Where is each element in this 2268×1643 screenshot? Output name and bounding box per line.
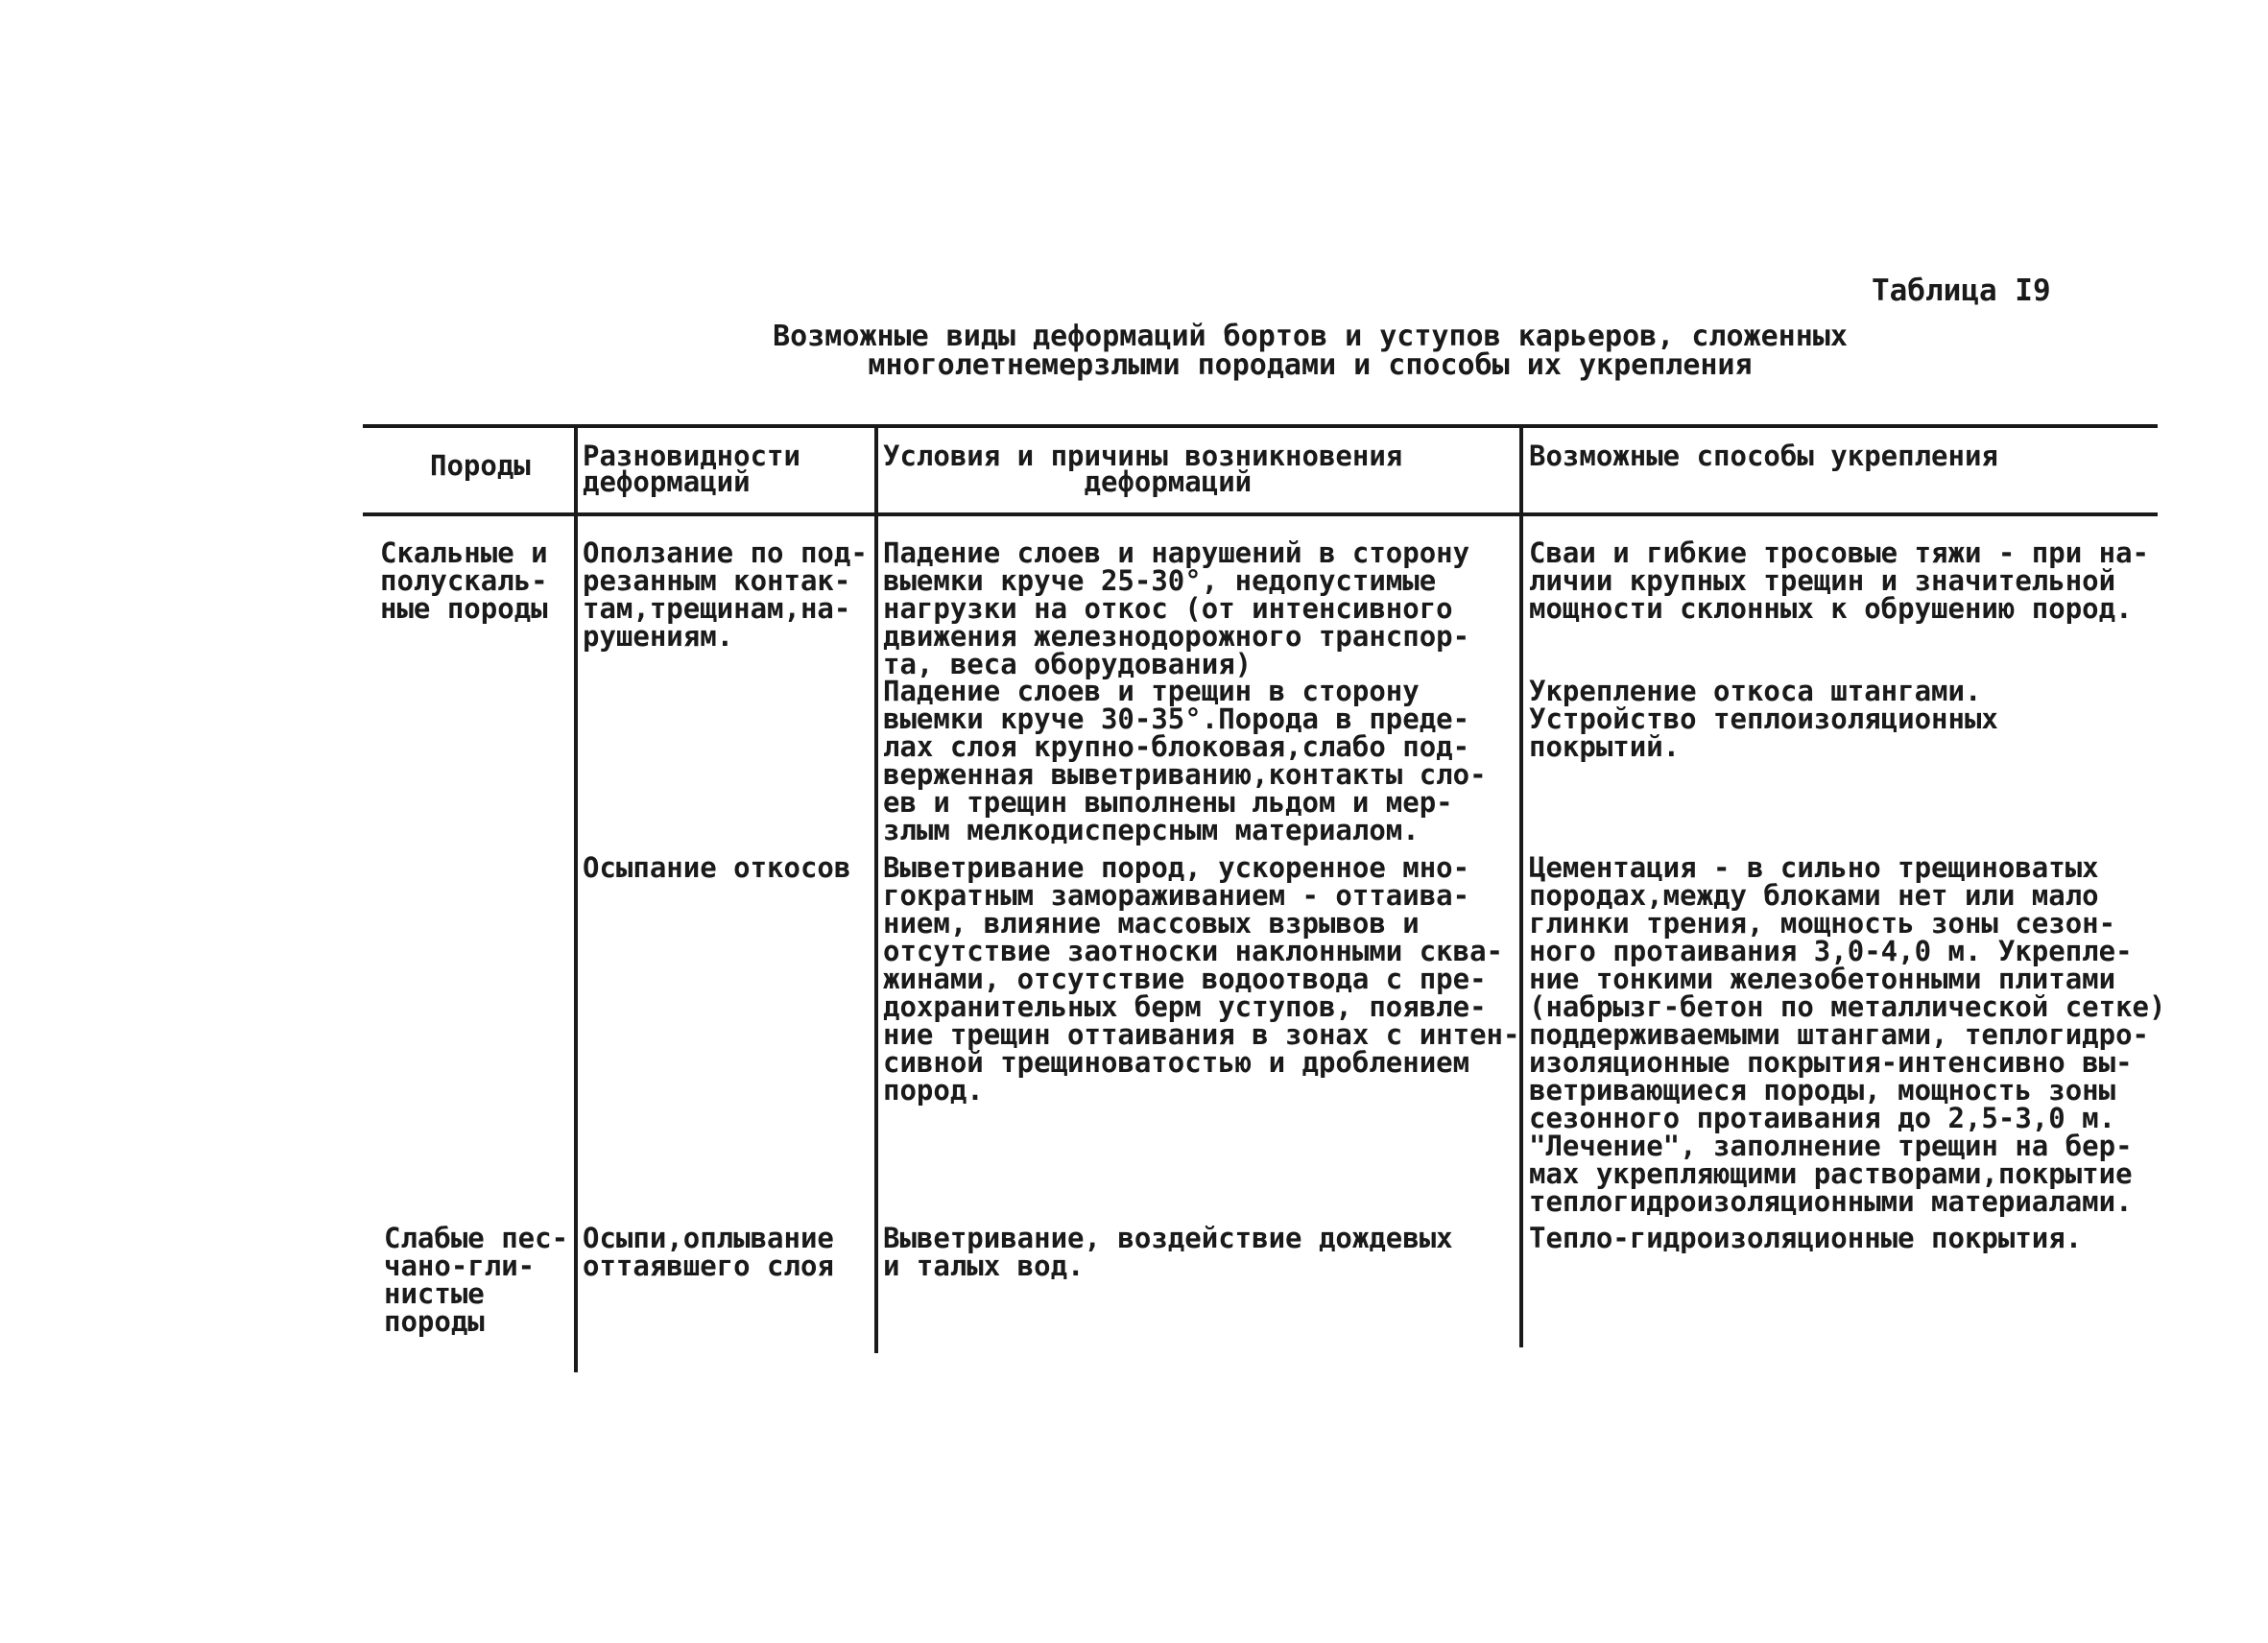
- row-3-rock: Слабые пес- чано-гли- нистые породы: [384, 1222, 569, 1338]
- row-3-deformation: Осыпи,оплывание оттаявшего слоя: [583, 1222, 834, 1282]
- table-header-rule: [363, 512, 2158, 516]
- column-divider-1: [574, 424, 578, 1372]
- row-1-conditions-2: Падение слоев и трещин в сторону выемки круче 30-35°.Порода в преде- лах слоя крупно-блоковая,слабо под- верженная выветриванию,контакты сло- ев и трещин выполнены льдом и мер- злым мелкодисперсным материалом.: [883, 675, 1487, 846]
- table-top-rule: [363, 424, 2158, 428]
- row-1-rock: Скальные и полускаль- ные породы: [380, 536, 548, 625]
- header-conditions: Условия и причины возникновения деформаций: [883, 440, 1403, 498]
- row-2-methods: Цементация - в сильно трещиноватых породах,между блоками нет или мало глинки трения, мощность зоны сезон- ного протаивания 3,0-4,0 м. Укрепле- ние тонкими железобетонными плитами (набрызг-бетон по металлической сетке) поддерживаемыми штангами, теплогидро- изоляционные покрытия-интенсивно вы- ветривающиеся породы, мощность зоны сезонного протаивания до 2,5-3,0 м. "Лечение", заполнение трещин на бер- мах укрепляющими растворами,покрытие теплогидроизоляционными материалами.: [1529, 851, 2166, 1218]
- row-1-methods-1: Сваи и гибкие тросовые тяжи - при на- личии крупных трещин и значительной мощности склонных к обрушению пород.: [1529, 536, 2150, 625]
- row-2-deformation: Осыпание откосов: [583, 851, 851, 884]
- row-3-conditions: Выветривание, воздействие дождевых и талых вод.: [883, 1222, 1453, 1282]
- table-title-line-2: многолетнемерзлыми породами и способы их укрепления: [868, 348, 1753, 382]
- row-1-deformation: Оползание по под- резанным контак- там,трещинам,на- рушениям.: [583, 536, 868, 653]
- row-3-methods: Тепло-гидроизоляционные покрытия.: [1529, 1222, 2083, 1254]
- table-title-line-1: Возможные виды деформаций бортов и уступов карьеров, сложенных: [773, 320, 1848, 353]
- row-2-conditions: Выветривание пород, ускоренное мно- гократным замораживанием - оттаива- нием, влияние массовых взрывов и отсутствие заотноски наклонными сква- жинами, отсутствие водоотвода с пре- дохранительных берм уступов, появле- ние трещин оттаивания в зонах с интен- сивной трещиноватостью и дроблением пород.: [883, 851, 1520, 1107]
- table-number: Таблица I9: [1872, 274, 2051, 308]
- column-divider-3: [1519, 424, 1523, 1347]
- row-1-methods-2: Укрепление откоса штангами. Устройство теплоизоляционных покрытий.: [1529, 675, 1998, 763]
- header-deformation-types: Разновидности деформаций: [583, 440, 800, 498]
- column-divider-2: [874, 424, 878, 1353]
- row-1-conditions-1: Падение слоев и нарушений в сторону выемки круче 25-30°, недопустимые нагрузки на откос (от интенсивного движения железнодорожного транспор- та, веса оборудования): [883, 536, 1470, 680]
- header-methods: Возможные способы укрепления: [1529, 440, 1998, 472]
- table-title: [729, 322, 1891, 380]
- header-rocks: Породы: [430, 449, 531, 482]
